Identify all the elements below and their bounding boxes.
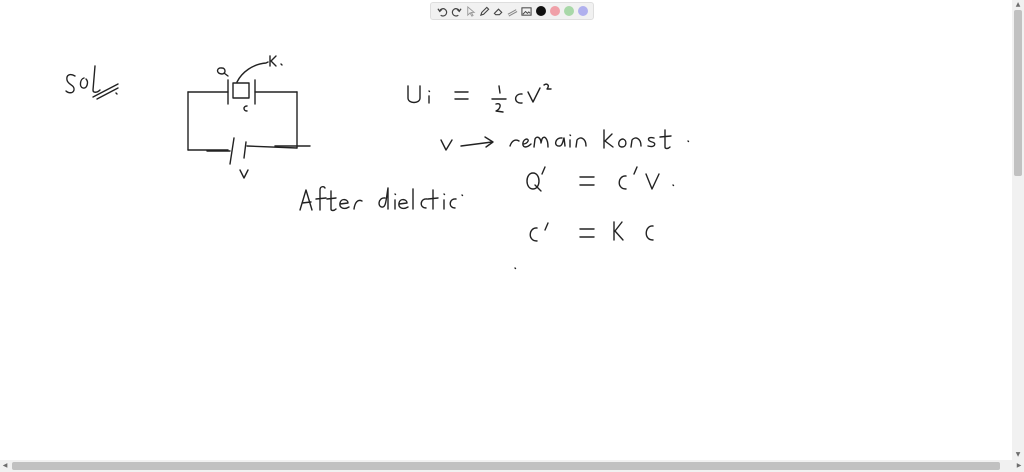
- scroll-down-arrow[interactable]: ▼: [1015, 451, 1021, 458]
- note-after-dielectric: [300, 187, 463, 211]
- handwriting-sol: [66, 66, 118, 99]
- equation-new-charge: [527, 167, 674, 191]
- vertical-scrollbar[interactable]: [1012, 0, 1024, 460]
- scroll-right-arrow[interactable]: ▶: [1016, 462, 1022, 469]
- horizontal-scrollbar[interactable]: [0, 460, 1024, 472]
- equation-new-capacitance: [530, 222, 653, 241]
- stray-dot: [515, 268, 516, 269]
- note-voltage-constant: [441, 130, 689, 150]
- equation-initial-energy: [408, 84, 551, 112]
- scroll-left-arrow[interactable]: ◀: [2, 462, 8, 469]
- scroll-up-arrow[interactable]: ▲: [1015, 1, 1021, 8]
- horizontal-scroll-thumb[interactable]: [12, 462, 1000, 470]
- circuit-diagram: [188, 56, 310, 178]
- vertical-scroll-thumb[interactable]: [1014, 10, 1022, 176]
